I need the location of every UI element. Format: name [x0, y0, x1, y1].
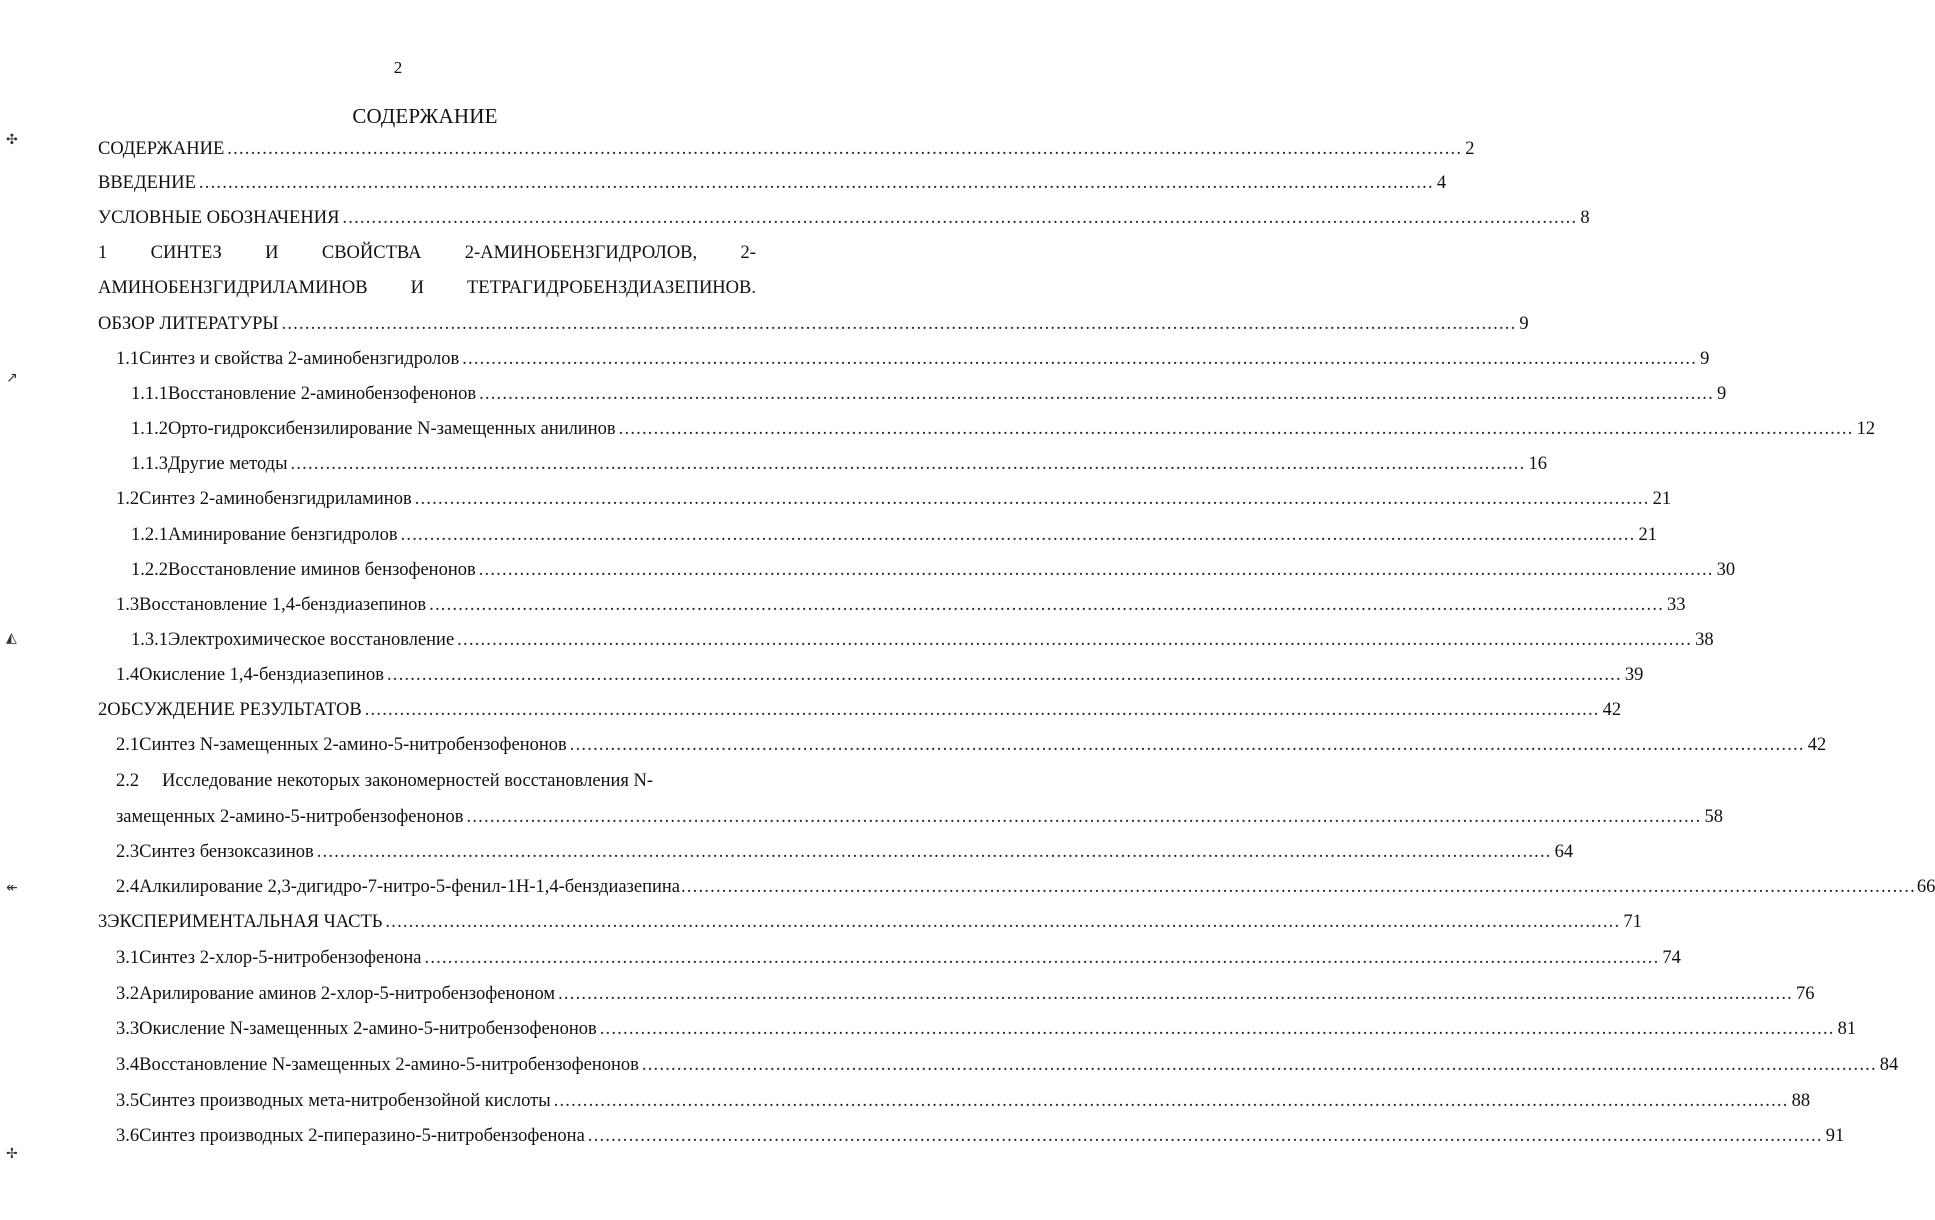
dot-leader [425, 947, 1660, 969]
toc-entry-page: 8 [1580, 208, 1590, 228]
dot-leader [199, 172, 1434, 194]
dot-leader [619, 418, 1854, 440]
dot-leader [588, 1125, 1823, 1147]
toc-entry-page: 84 [1879, 1055, 1899, 1075]
toc-entry-abbreviations[interactable] [98, 207, 1590, 229]
toc-entry-number: 1.2 [116, 489, 140, 509]
dot-leader [282, 313, 1517, 335]
toc-entry-title: Орто-гидроксибензилирование N-замещенных анилинов [168, 419, 616, 439]
toc-entry-number: 1.3 [116, 595, 140, 615]
dot-leader [227, 138, 1462, 160]
toc-entry-page: 9 [1716, 384, 1727, 404]
toc-chapter1-line3[interactable] [98, 313, 1529, 335]
toc-entry-1-2[interactable] [116, 488, 1672, 510]
toc-entry-number: 1.1.3 [131, 454, 168, 474]
toc-entry-title: Арилирование аминов 2-хлор-5-нитробензофеноном [139, 984, 556, 1004]
dot-leader [415, 488, 1650, 510]
dot-leader [462, 348, 1697, 370]
toc-entry-page: 88 [1791, 1091, 1811, 1111]
toc-chapter1-line2[interactable] [98, 278, 756, 299]
toc-entry-title: Электрохимическое восстановление [168, 630, 455, 650]
scan-speck-mark: ↗ [6, 370, 18, 386]
toc-entry-chapter3[interactable] [98, 911, 1642, 933]
toc-entry-page: 21 [1652, 489, 1672, 509]
toc-entry-number: 3.1 [116, 948, 140, 968]
toc-entry-1-4[interactable] [116, 664, 1644, 686]
toc-entry-chapter2[interactable] [98, 699, 1622, 721]
toc-entry-title: ЭКСПЕРИМЕНТАЛЬНАЯ ЧАСТЬ [107, 912, 383, 932]
toc-entry-page: 30 [1716, 560, 1736, 580]
toc-entry-number: 1.1 [116, 349, 140, 369]
toc-entry-title: ВВЕДЕНИЕ [98, 173, 196, 193]
toc-word: 2-АМИНОБЕНЗГИДРОЛОВ, [464, 243, 698, 263]
toc-entry-2-1[interactable] [116, 734, 1827, 756]
toc-word: ТЕТРАГИДРОБЕНЗДИАЗЕПИНОВ. [466, 278, 756, 298]
toc-entry-title: Синтез и свойства 2-аминобензгидролов [139, 349, 460, 369]
toc-entry-number: 3.6 [116, 1126, 140, 1146]
toc-entry-number: 2.3 [116, 842, 140, 862]
toc-entry-number: 3.5 [116, 1091, 140, 1111]
scan-speck-mark: ↞ [6, 880, 18, 896]
dot-leader [642, 1054, 1877, 1076]
toc-entry-title: Восстановление 2-аминобензофенонов [168, 384, 477, 404]
dot-leader [570, 734, 1805, 756]
toc-entry-3-6[interactable] [116, 1125, 1845, 1147]
toc-entry-1-1-2[interactable] [131, 418, 1876, 440]
toc-entry-page: 64 [1554, 842, 1574, 862]
toc-entry-title: Синтез бензоксазинов [139, 842, 314, 862]
toc-entry-page: 91 [1825, 1126, 1845, 1146]
toc-entry-1-2-1[interactable] [131, 524, 1657, 546]
toc-entry-3-3[interactable] [116, 1018, 1857, 1040]
toc-entry-2-3[interactable] [116, 841, 1574, 863]
toc-entry-number: 1.4 [116, 665, 140, 685]
toc-word: И [265, 243, 279, 263]
toc-entry-page: 9 [1700, 349, 1710, 369]
dot-leader [385, 911, 1620, 933]
toc-entry-2-2-line2[interactable] [116, 806, 1723, 828]
toc-entry-title: Синтез производных 2-пиперазино-5-нитробензофенона [139, 1126, 585, 1146]
toc-entry-page: 74 [1662, 948, 1681, 968]
toc-entry-title: Другие методы [168, 454, 288, 474]
dot-leader [681, 876, 1916, 898]
dot-leader [291, 453, 1526, 475]
toc-entry-number: 1.1.1 [131, 384, 168, 404]
toc-word: АМИНОБЕНЗГИДРИЛАМИНОВ [98, 278, 368, 298]
toc-word: 1 [98, 243, 108, 263]
toc-entry-title: Синтез 2-аминобензгидриламинов [139, 489, 412, 509]
toc-entry-page: 81 [1837, 1019, 1857, 1039]
toc-entry-title: Восстановление N-замещенных 2-амино-5-нитробензофенонов [139, 1055, 639, 1075]
toc-word: 2- [740, 243, 756, 263]
toc-entry-1-1-1[interactable] [131, 383, 1727, 405]
dot-leader [387, 664, 1622, 686]
toc-entry-title: Окисление 1,4-бенздиазепинов [139, 665, 384, 685]
toc-entry-3-2[interactable] [116, 983, 1815, 1005]
dot-leader [342, 207, 1577, 229]
toc-word: СИНТЕЗ [150, 243, 222, 263]
toc-entry-number: 1.3.1 [131, 630, 168, 650]
toc-entry-3-1[interactable] [116, 947, 1681, 969]
toc-entry-page: 2 [1465, 139, 1475, 159]
toc-entry-title: Синтез N-замещенных 2-амино-5-нитробензофенонов [139, 735, 567, 755]
toc-entry-page: 38 [1695, 630, 1714, 650]
toc-entry-page: 71 [1623, 912, 1642, 932]
scan-speck-mark: ✢ [6, 1146, 18, 1162]
dot-leader [554, 1090, 1789, 1112]
page-number: 2 [393, 58, 403, 77]
dot-leader [317, 841, 1552, 863]
toc-entry-contents[interactable] [98, 138, 1475, 160]
dot-leader [558, 983, 1793, 1005]
toc-entry-number: 3 [98, 912, 108, 932]
toc-entry-number: 1.2.1 [131, 525, 168, 545]
toc-entry-page: 42 [1602, 700, 1622, 720]
toc-entry-title: Аминирование бензгидролов [168, 525, 398, 545]
toc-entry-page: 21 [1638, 525, 1657, 545]
scan-speck-mark: ✣ [6, 132, 18, 148]
toc-entry-title: Восстановление иминов бензофенонов [168, 560, 476, 580]
toc-entry-page: 9 [1519, 314, 1529, 334]
toc-entry-title: Исследование некоторых закономерностей восстановления N- [162, 771, 654, 791]
toc-entry-1-1[interactable] [116, 348, 1710, 370]
toc-entry-1-3[interactable] [116, 594, 1686, 616]
toc-word: И [410, 278, 424, 298]
toc-entry-title: Синтез 2-хлор-5-нитробензофенона [139, 948, 422, 968]
toc-entry-page: 39 [1624, 665, 1644, 685]
toc-entry-page: 76 [1796, 984, 1815, 1004]
dot-leader [600, 1018, 1835, 1040]
toc-entry-title: УСЛОВНЫЕ ОБОЗНАЧЕНИЯ [98, 208, 340, 228]
toc-entry-page: 42 [1807, 735, 1827, 755]
dot-leader [365, 699, 1600, 721]
toc-entry-page: 33 [1667, 595, 1686, 615]
toc-entry-1-1-3[interactable] [131, 453, 1547, 475]
toc-entry-title: Алкилирование 2,3-дигидро-7-нитро-5-фенил-1Н-1,4-бенздиазепина [139, 877, 680, 897]
dot-leader [429, 594, 1664, 616]
toc-entry-number: 2.4 [116, 877, 140, 897]
toc-chapter1-line1[interactable] [98, 243, 756, 264]
toc-entry-intro[interactable] [98, 172, 1447, 194]
toc-entry-2-4[interactable] [116, 876, 1935, 898]
toc-entry-1-3-1[interactable] [131, 629, 1714, 651]
toc-entry-3-4[interactable] [116, 1054, 1899, 1076]
toc-heading: СОДЕРЖАНИЕ [352, 104, 498, 128]
toc-entry-title: ОБЗОР ЛИТЕРАТУРЫ [98, 314, 279, 334]
toc-entry-page: 4 [1436, 173, 1447, 193]
toc-entry-number: 3.2 [116, 984, 140, 1004]
toc-entry-number: 1.1.2 [131, 419, 168, 439]
toc-entry-number: 1.2.2 [131, 560, 168, 580]
toc-entry-title: Восстановление 1,4-бенздиазепинов [139, 595, 427, 615]
toc-entry-2-2-line1[interactable] [116, 770, 756, 792]
dot-leader [479, 383, 1714, 405]
toc-entry-number: 2.2 [116, 771, 140, 791]
toc-word: СВОЙСТВА [321, 243, 422, 263]
toc-entry-page: 12 [1856, 419, 1876, 439]
scan-speck-mark: ◭ [6, 630, 17, 646]
toc-entry-title: Окисление N-замещенных 2-амино-5-нитробензофенонов [139, 1019, 597, 1039]
dot-leader [479, 559, 1714, 581]
toc-entry-page: 16 [1528, 454, 1547, 474]
toc-entry-title: Синтез производных мета-нитробензойной кислоты [139, 1091, 551, 1111]
toc-entry-number: 2.1 [116, 735, 140, 755]
dot-leader [401, 524, 1636, 546]
toc-entry-number: 2 [98, 700, 108, 720]
toc-entry-number: 3.3 [116, 1019, 140, 1039]
toc-entry-title: ОБСУЖДЕНИЕ РЕЗУЛЬТАТОВ [107, 700, 362, 720]
toc-entry-page: 66 [1916, 877, 1935, 897]
toc-entry-title: СОДЕРЖАНИЕ [98, 139, 225, 159]
dot-leader [467, 806, 1702, 828]
toc-entry-1-2-2[interactable] [131, 559, 1736, 581]
toc-entry-3-5[interactable] [116, 1090, 1811, 1112]
dot-leader [457, 629, 1692, 651]
toc-entry-number: 3.4 [116, 1055, 140, 1075]
toc-entry-page: 58 [1704, 807, 1723, 827]
toc-entry-title: замещенных 2-амино-5-нитробензофенонов [116, 807, 464, 827]
